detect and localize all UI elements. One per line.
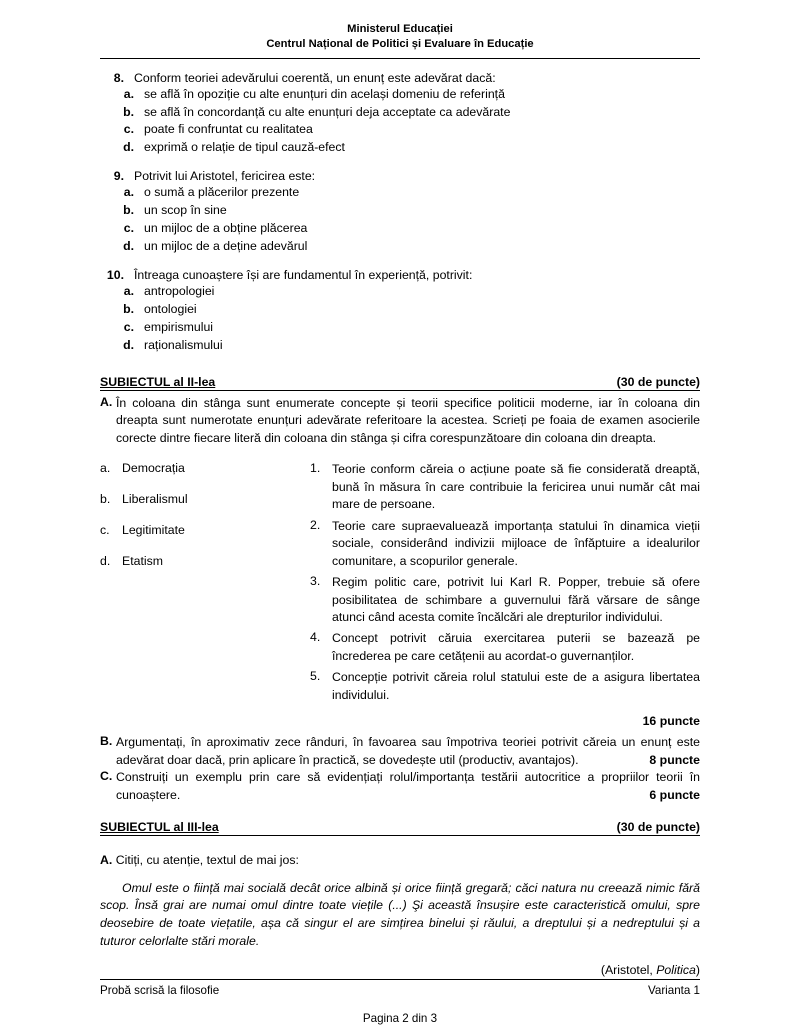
question-10	[100, 268, 700, 355]
question-options	[100, 283, 700, 355]
item-text: Concept potrivit căruia exercitarea puterii se bazează pe încrederea pe care cetățenii au acordat-o guvernanților.	[332, 631, 700, 663]
option-text: se află în opoziție cu alte enunțuri din același domeniu de referință	[144, 86, 505, 101]
section-title: SUBIECTUL al III-lea	[100, 820, 219, 835]
points-part-c: 6 puncte	[649, 788, 700, 803]
subject2-part-c	[100, 769, 700, 804]
matching-right-item	[310, 669, 700, 704]
item-key: 3.	[310, 574, 321, 589]
matching-right-item	[310, 630, 700, 665]
item-label: Democrația	[122, 461, 185, 476]
part-label: B.	[100, 734, 113, 749]
matching-right-item	[310, 518, 700, 570]
part-text: Construiți un exemplu prin care să evidențiați rolul/importanța testării autocritice a propriilor teorii în cunoaștere.	[116, 770, 700, 802]
item-text: Regim politic care, potrivit lui Karl R. Popper, trebuie să ofere posibilitatea de schimbare a guvernului fără vărsare de sânge atunci când acesta comite încălcări ale drepturilor individului.	[332, 575, 700, 624]
header-line-2: Centrul Național de Politici și Evaluare în Educație	[266, 37, 534, 50]
option-letter: b.	[123, 302, 134, 317]
item-label: Liberalismul	[122, 492, 188, 507]
option-letter: c.	[123, 320, 134, 335]
option-text: o sumă a plăcerilor prezente	[144, 185, 300, 200]
subject2-part-a	[100, 395, 700, 447]
points-part-b: 8 puncte	[649, 753, 700, 768]
part-text: Argumentați, în aproximativ zece rânduri, în favoarea sau împotriva teoriei potrivit căreia un enunț este adevărat doar dacă, prin aplicare în practică, se dovedește util (productiv, avantajos).	[116, 735, 700, 767]
option-text: un mijloc de a deține adevărul	[144, 239, 308, 254]
item-key: 1.	[310, 461, 321, 476]
option-letter: b.	[123, 203, 134, 218]
question-number: 8.	[113, 70, 124, 85]
option-text: un mijloc de a obține plăcerea	[144, 221, 308, 236]
subject2-part-b	[100, 734, 700, 769]
points-part-a: 16 puncte	[642, 714, 700, 729]
quote-source	[100, 963, 700, 977]
option-text: se află în concordanță cu alte enunțuri deja acceptate ca adevărate	[144, 104, 511, 119]
matching-left-item	[100, 492, 300, 506]
option-d	[100, 337, 700, 355]
option-letter: d.	[123, 239, 134, 254]
item-key: 5.	[310, 669, 321, 684]
option-letter: a.	[123, 284, 134, 299]
option-text: antropologiei	[144, 284, 215, 299]
item-text: Teorie care supraevaluează importanța statului în dinamica vieții sociale, considerând indivizii mijloace de înfăptuire a idealurilor comunitare, a scopurilor generale.	[332, 518, 700, 568]
item-label: Legitimitate	[122, 523, 185, 538]
option-a	[100, 184, 700, 202]
page-number: Pagina 2 din 3	[362, 1012, 438, 1025]
option-d	[100, 139, 700, 157]
part-text: Citiți, cu atenție, textul de mai jos:	[115, 853, 299, 868]
matching-right-item	[310, 574, 700, 626]
question-text: Potrivit lui Aristotel, fericirea este:	[134, 169, 316, 184]
question-text: Întreaga cunoaștere își are fundamentul în experiență, potrivit:	[134, 268, 473, 283]
item-label: Etatism	[122, 554, 163, 569]
matching-left-item	[100, 461, 300, 475]
item-key: b.	[100, 492, 111, 507]
part-label: C.	[100, 769, 113, 784]
option-d	[100, 238, 700, 256]
option-text: empirismului	[144, 320, 214, 335]
section-points: (30 de puncte)	[616, 375, 700, 389]
part-label: A.	[100, 853, 113, 868]
option-letter: d.	[123, 140, 134, 155]
section-title: SUBIECTUL al II-lea	[100, 375, 216, 389]
option-c	[100, 220, 700, 238]
item-key: d.	[100, 554, 111, 569]
item-key: 4.	[310, 630, 321, 645]
section-header-3	[100, 820, 700, 836]
part-text: În coloana din stânga sunt enumerate concepte și teorii specifice politicii moderne, iar în coloana din dreapta sunt numerotate enunțuri adevărate referitoare la acestea. Scrieți pe foaia de examen asocierile corecte dintre fiecare literă din coloana din stânga și cifra corespunzătoare din coloana din dreapta.	[116, 396, 700, 445]
section-points: (30 de puncte)	[616, 820, 700, 835]
matching-left-item	[100, 523, 300, 537]
section-header-2	[100, 375, 700, 391]
quote-source-work: Politica	[656, 962, 696, 977]
matching-left-column	[100, 461, 300, 708]
option-letter: a.	[123, 185, 134, 200]
option-letter: b.	[123, 104, 134, 119]
question-8	[100, 71, 700, 158]
option-text: raționalismului	[144, 338, 223, 353]
part-label: A.	[100, 395, 113, 409]
header-divider	[100, 58, 700, 59]
question-9	[100, 169, 700, 256]
item-key: 2.	[310, 517, 321, 532]
quote-source-end: )	[695, 962, 700, 977]
option-text: ontologiei	[144, 302, 197, 317]
quote-source-author: (Aristotel,	[600, 962, 657, 977]
document-body	[0, 71, 800, 977]
question-options	[100, 184, 700, 256]
option-letter: c.	[123, 122, 134, 137]
matching-left-item	[100, 554, 300, 568]
option-b	[100, 104, 700, 122]
matching-right-column	[310, 461, 700, 708]
option-text: poate fi confruntat cu realitatea	[144, 122, 313, 137]
item-key: c.	[100, 523, 110, 538]
option-letter: a.	[123, 86, 134, 101]
quote-text: Omul este o ființă mai socială decât orice albină și orice ființă gregară; căci natura nu creează nimic fără scop. Însă grai are numai omul dintre toate viețile (...) Şi această însușire este caracteristică omului, spre deosebire de toate viețatile, așa că singur el are simțirea binelui și răului, a dreptului și a nedreptului și a tuturor celorlalte stări morale.	[100, 880, 700, 948]
option-text: un scop în sine	[144, 203, 227, 218]
question-number: 9.	[113, 169, 124, 184]
option-letter: d.	[123, 338, 134, 353]
question-options	[100, 86, 700, 158]
matching-exercise	[100, 461, 700, 708]
option-b	[100, 301, 700, 319]
option-c	[100, 319, 700, 337]
option-a	[100, 86, 700, 104]
option-a	[100, 283, 700, 301]
item-text: Concepție potrivit căreia rolul statului este de a asigura libertatea individului.	[332, 670, 700, 702]
page-footer	[100, 979, 700, 997]
option-c	[100, 121, 700, 139]
question-text: Conform teoriei adevărului coerentă, un enunț este adevărat dacă:	[134, 70, 496, 85]
document-header	[0, 0, 800, 52]
footer-left: Probă scrisă la filosofie	[100, 984, 220, 997]
subject3-part-a	[100, 852, 700, 869]
item-text: Teorie conform căreia o acțiune poate să fie considerată dreaptă, bună în măsura în care contribuie la fericirea unui număr cât mai mare de persoane.	[332, 462, 700, 512]
question-number: 10.	[106, 268, 124, 283]
item-key: a.	[100, 461, 111, 476]
matching-right-item	[310, 461, 700, 513]
option-letter: c.	[123, 221, 134, 236]
footer-right: Varianta 1	[648, 984, 700, 997]
option-b	[100, 202, 700, 220]
header-line-1: Ministerul Educației	[347, 23, 453, 35]
option-text: exprimă o relație de tipul cauză-efect	[144, 140, 345, 155]
